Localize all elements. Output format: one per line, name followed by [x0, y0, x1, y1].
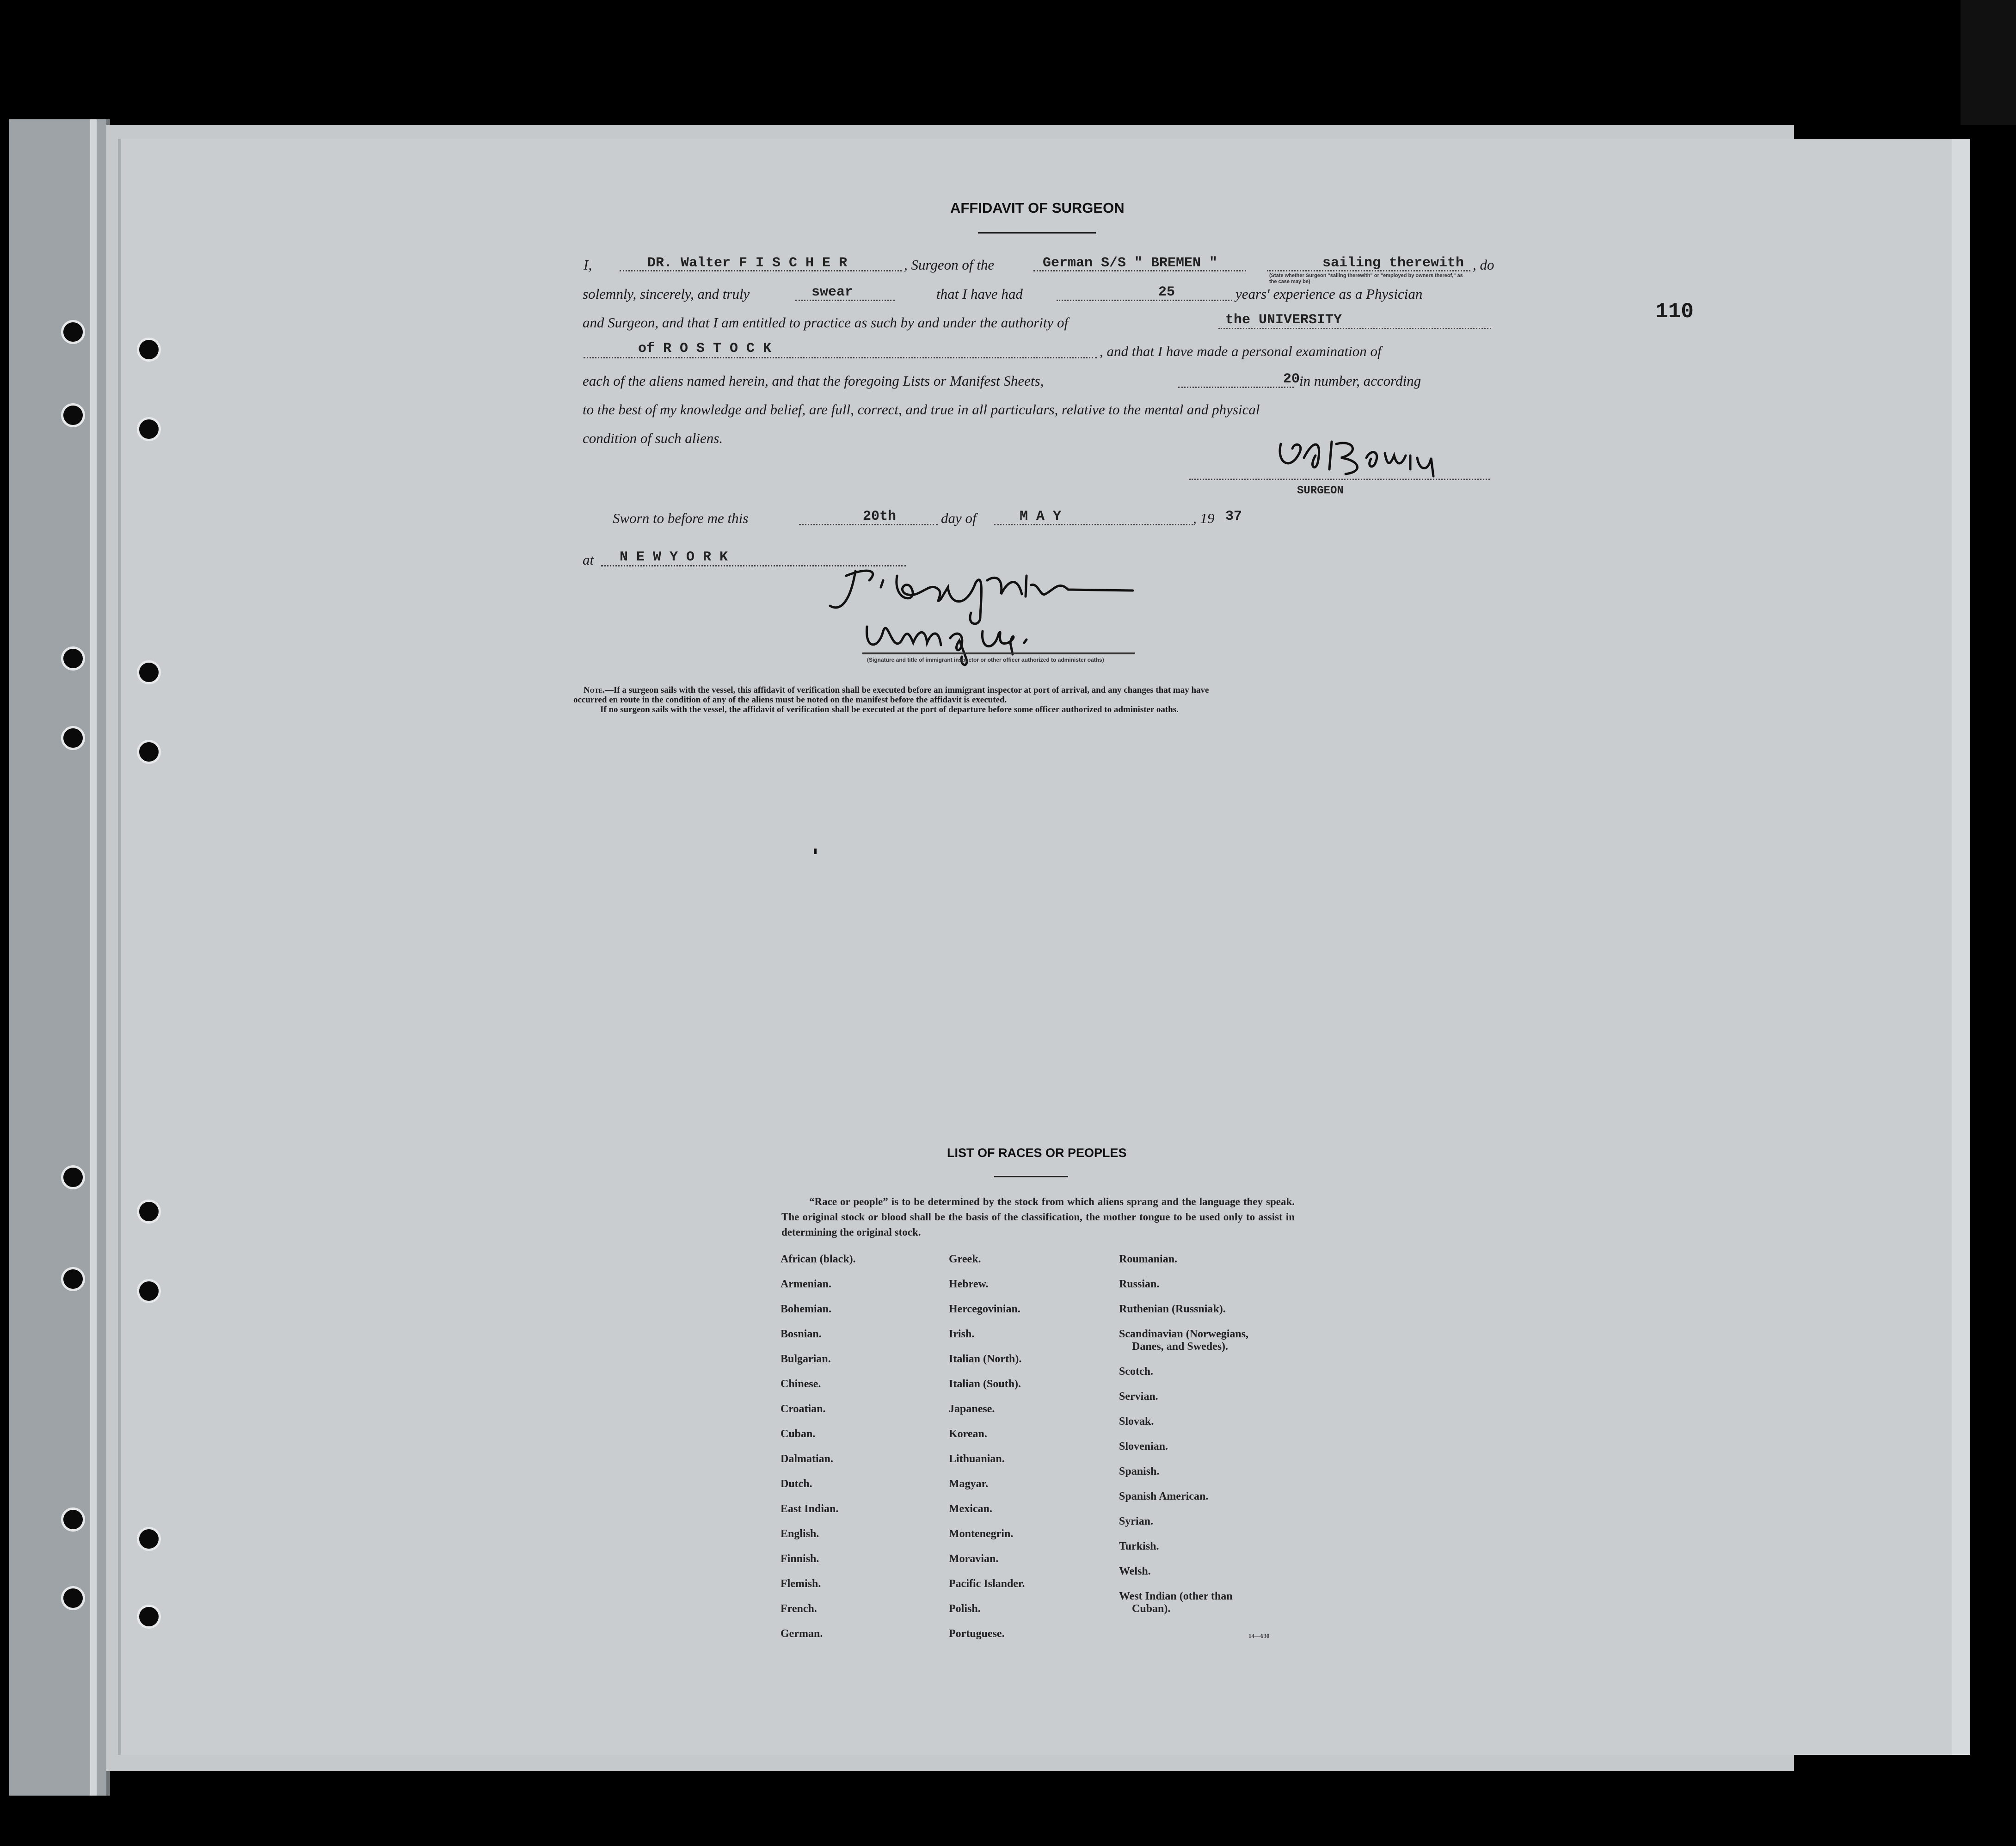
years-line: [1057, 300, 1232, 301]
race-item: Mexican.: [949, 1503, 992, 1515]
races-intro: [781, 1194, 1295, 1240]
affidavit-line-1: [584, 257, 592, 273]
race-item: Bohemian.: [781, 1303, 832, 1315]
race-item: Irish.: [949, 1328, 975, 1340]
races-title-rule: [994, 1176, 1068, 1177]
binder-hole: [137, 660, 161, 684]
race-item: Croatian.: [781, 1403, 826, 1415]
race-item: Greek.: [949, 1253, 981, 1265]
authority: the UNIVERSITY: [1225, 312, 1342, 328]
race-item: French.: [781, 1603, 817, 1615]
note-line-1: [584, 685, 1209, 695]
sworn-day: 20th: [863, 509, 897, 524]
binder-hole: [137, 1279, 161, 1303]
line1-pre: I,: [584, 257, 592, 273]
line2-post: years' experience as a Physician: [1235, 286, 1423, 302]
form-code: 14—630: [1248, 1632, 1270, 1639]
note-line-2: occurred en route in the condition of any of the aliens must be noted on the manifest before the affidavit is executed.: [573, 695, 1007, 705]
line5-pre: each of the aliens named herein, and that the foregoing Lists or Manifest Sheets,: [583, 373, 1044, 389]
vessel-name: German S/S " BREMEN ": [1043, 255, 1218, 271]
sheet-count: 20: [1283, 371, 1300, 387]
sworn-month: M A Y: [1020, 509, 1062, 524]
note-text-1: —If a surgeon sails with the vessel, this affidavit of verification shall be executed before an immigrant inspector at port of arrival, and any changes that may have: [604, 685, 1209, 695]
race-item: Ruthenian (Russniak).: [1119, 1303, 1226, 1315]
binder-hole: [61, 646, 85, 671]
race-item: Cuban.: [781, 1428, 816, 1440]
race-item: Welsh.: [1119, 1565, 1151, 1577]
service-note: (State whether Surgeon "sailing therewith" or "employed by owners thereof," as the case may be): [1269, 273, 1463, 284]
line1-mid: , Surgeon of the: [904, 257, 995, 273]
race-item: Roumanian.: [1119, 1253, 1178, 1265]
race-item: Syrian.: [1119, 1515, 1154, 1527]
race-item: Italian (North).: [949, 1353, 1022, 1365]
vessel-line: [1033, 270, 1246, 271]
binder-hole: [137, 1527, 161, 1551]
race-item: Russian.: [1119, 1278, 1160, 1290]
page-number: 110: [1655, 300, 1694, 324]
race-item: Danes, and Swedes).: [1132, 1341, 1229, 1353]
race-item: Japanese.: [949, 1403, 995, 1415]
races-column-1: [781, 1253, 856, 1640]
binder-hole: [61, 403, 85, 427]
binder-hole: [61, 726, 85, 750]
race-item: Portuguese.: [949, 1628, 1005, 1640]
race-item: Finnish.: [781, 1553, 819, 1565]
binder-hole: [137, 338, 161, 362]
place-value: N E W Y O R K: [620, 549, 728, 565]
page-edge: [1952, 139, 1970, 1755]
note-label: Note.: [584, 685, 605, 695]
years-experience: 25: [1158, 284, 1175, 300]
sworn-day-line: [799, 524, 938, 525]
race-item: West Indian (other than: [1119, 1590, 1233, 1602]
binding-spine-edge: [90, 119, 97, 1796]
service-line: [1267, 270, 1470, 271]
race-item: Bosnian.: [781, 1328, 822, 1340]
races-column-2: [949, 1253, 1025, 1640]
officer-caption: (Signature and title of immigrant inspector or other officer authorized to administer oaths): [867, 657, 1104, 663]
race-item: Cuban).: [1132, 1603, 1171, 1615]
line5-post: in number, according: [1299, 373, 1421, 389]
race-item: English.: [781, 1528, 819, 1540]
binder-hole: [61, 1586, 85, 1610]
scan-border: [1961, 0, 2016, 125]
manifest-page: [118, 139, 1970, 1755]
sworn-month-line: [994, 524, 1193, 525]
oath-line: [795, 300, 895, 301]
authority-line: [1218, 328, 1491, 329]
race-item: Bulgarian.: [781, 1353, 831, 1365]
race-item: Flemish.: [781, 1578, 821, 1590]
race-item: Servian.: [1119, 1391, 1158, 1403]
title-rule: [978, 232, 1096, 234]
race-item: Magyar.: [949, 1478, 989, 1490]
line6: to the best of my knowledge and belief, are full, correct, and true in all particulars, relative to the mental and physical: [583, 401, 1260, 418]
affidavit-title: AFFIDAVIT OF SURGEON: [950, 200, 1125, 216]
sworn-year-prefix: , 19: [1193, 510, 1215, 526]
races-intro-text: “Race or people” is to be determined by the stock from which aliens sprang and the language they speak. The original stock or blood shall be the basis of the classification, the mother tongue to be used only to assist in determining the original stock.: [781, 1196, 1295, 1238]
race-item: Scotch.: [1119, 1366, 1153, 1378]
officer-signature: [828, 562, 1142, 668]
binder-hole: [137, 740, 161, 764]
surgeon-service: sailing therewith: [1322, 255, 1464, 271]
race-item: Moravian.: [949, 1553, 999, 1565]
line1-post: , do: [1473, 257, 1494, 273]
race-item: Pacific Islander.: [949, 1578, 1025, 1590]
surgeon-signature-line: [1189, 479, 1490, 480]
race-item: Turkish.: [1119, 1540, 1159, 1552]
sworn-year-suffix: 37: [1225, 509, 1242, 524]
race-item: Hercegovinian.: [949, 1303, 1020, 1315]
binder-hole: [61, 1165, 85, 1189]
race-item: Spanish American.: [1119, 1490, 1209, 1502]
race-item: Hebrew.: [949, 1278, 989, 1290]
race-item: Italian (South).: [949, 1378, 1021, 1390]
binder-hole: [137, 1200, 161, 1224]
binder-hole: [137, 1605, 161, 1629]
races-column-3: [1119, 1253, 1248, 1615]
line3-pre: and Surgeon, and that I am entitled to practice as such by and under the authority of: [583, 314, 1069, 331]
race-item: Korean.: [949, 1428, 987, 1440]
race-item: African (black).: [781, 1253, 856, 1265]
ink-speck: [814, 849, 817, 854]
line2-mid: that I have had: [936, 286, 1023, 302]
surgeon-signature: [1272, 430, 1447, 481]
binder-hole: [137, 417, 161, 441]
line7: condition of such aliens.: [583, 430, 723, 446]
binder-hole: [61, 1508, 85, 1532]
surgeon-name: DR. Walter F I S C H E R: [647, 255, 848, 271]
surgeon-name-line: [620, 270, 902, 271]
race-item: Montenegrin.: [949, 1528, 1014, 1540]
race-item: Polish.: [949, 1603, 981, 1615]
authority-continued: of R O S T O C K: [638, 341, 772, 357]
sworn-pre: Sworn to before me this: [613, 510, 749, 526]
binder-hole: [61, 320, 85, 344]
race-item: East Indian.: [781, 1503, 839, 1515]
authority-cont-line: [584, 357, 1097, 358]
surgeon-label: SURGEON: [1297, 485, 1344, 497]
note-line-3: If no surgeon sails with the vessel, the affidavit of verification shall be executed at the port of departure before some officer authorized to administer oaths.: [600, 705, 1179, 714]
races-title: LIST OF RACES OR PEOPLES: [947, 1146, 1127, 1160]
sworn-mid: day of: [941, 510, 977, 526]
race-item: Slovenian.: [1119, 1440, 1168, 1452]
line4-post: , and that I have made a personal examination of: [1100, 343, 1382, 359]
binder-hole: [61, 1267, 85, 1291]
race-item: Chinese.: [781, 1378, 821, 1390]
line2-pre: solemnly, sincerely, and truly: [583, 286, 750, 302]
race-item: Dalmatian.: [781, 1453, 833, 1465]
race-item: Dutch.: [781, 1478, 812, 1490]
sheet-count-line: [1178, 387, 1294, 388]
place-pre: at: [583, 552, 594, 568]
race-item: German.: [781, 1628, 823, 1640]
race-item: Slovak.: [1119, 1415, 1154, 1428]
race-item: Scandinavian (Norwegians,: [1119, 1328, 1249, 1340]
race-item: Spanish.: [1119, 1465, 1160, 1477]
race-item: Lithuanian.: [949, 1453, 1005, 1465]
oath-type: swear: [811, 284, 854, 300]
race-item: Armenian.: [781, 1278, 831, 1290]
